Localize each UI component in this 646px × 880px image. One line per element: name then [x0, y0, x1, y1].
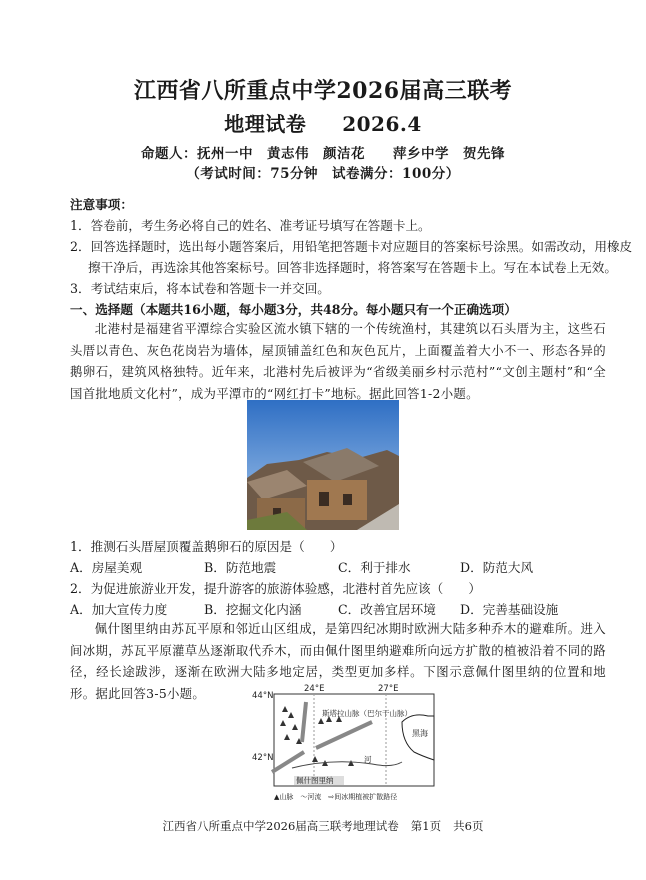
q2-option-a: A．加大宣传力度 [70, 602, 168, 617]
q1-option-a: A．房屋美观 [70, 560, 143, 575]
map-lat-44: 44°N [252, 691, 274, 701]
question-1: 1．推测石头厝屋顶覆盖鹅卵石的原因是（ ） [70, 539, 343, 554]
stara-planina-label: 斯塔拉山脉（巴尔干山脉） [322, 709, 412, 718]
passage-2: 佩什图里纳由苏瓦平原和邻近山区组成，是第四纪冰期时欧洲大陆多种乔木的避难所。进入间冰期，苏瓦平原灌草丛逐渐取代乔木，而由佩什图里纳避难所向远方扩散的植被沿着不同的路径，经长途跋涉，逐渐在欧洲大陆多地定居，类型更加多样。下图示意佩什图里纳的位置和地形。据此回答3-5小题。 [70, 621, 606, 701]
question-2: 2．为促进旅游业开发，提升游客的旅游体验感，北港村首先应该（ ） [70, 581, 482, 596]
q2-option-c: C．改善宜居环境 [338, 602, 436, 617]
notice-item-2a: 2．回答选择题时，选出每小题答案后，用铅笔把答题卡对应题目的答案标号涂黑。如需改动，用橡皮 [70, 239, 633, 254]
map-lat-42: 42°N [252, 753, 274, 763]
q1-option-b: B．防范地震 [204, 560, 277, 575]
footer-total: 共6页 [453, 819, 484, 833]
river-label: 河 [364, 755, 372, 764]
exam-subtitle [0, 108, 646, 137]
passage-1: 北港村是福建省平潭综合实验区流水镇下辖的一个传统渔村，其建筑以石头厝为主，这些石头厝以青色、灰色花岗岩为墙体，屋顶铺盖红色和灰色瓦片，上面覆盖着大小不一、形态各异的鹅卵石，建筑风格独特。近年来，北港村先后被评为“省级美丽乡村示范村”“文创主题村”和“全国首批地质文化村”，成为平潭市的“网红打卡”地标。据此回答1-2小题。 [70, 321, 606, 401]
authors-line: 命题人：抚州一中 黄志伟 颜洁花 萍乡中学 贺先锋 [141, 146, 505, 162]
subject-title: 地理试卷 [224, 112, 307, 136]
footer-page: 第1页 [410, 819, 442, 833]
notice-heading: 注意事项： [70, 197, 133, 212]
page-footer [0, 818, 646, 834]
peshturina-map [252, 682, 448, 806]
footer-title: 江西省八所重点中学2026届高三联考地理试卷 [162, 819, 399, 833]
stone-house-image [247, 400, 399, 530]
q2-option-d: D．完善基础设施 [460, 602, 559, 617]
notice-item-2b: 擦干净后，再选涂其他答案标号。回答非选择题时，将答案写在答题卡上。写在本试卷上无效。 [88, 260, 617, 275]
peshturina-label: 佩什图里纳 [296, 776, 334, 785]
exam-date: 2026.4 [342, 112, 422, 136]
map-lon-27: 27°E [378, 684, 399, 694]
stone-house-photo [247, 400, 399, 530]
exam-title: 江西省八所重点中学2026届高三联考 [133, 78, 513, 104]
q2-option-b: B．挖掘文化内涵 [204, 602, 302, 617]
map-lon-24: 24°E [304, 684, 325, 694]
exam-info-line: （考试时间：75分钟 试卷满分：100分） [186, 166, 460, 182]
black-sea-label: 黑海 [412, 729, 428, 738]
map-legend: ▲山脉 ～河流 ⇨间冰期植被扩散路径 [274, 793, 398, 801]
q1-option-d: D．防范大风 [460, 560, 534, 575]
notice-item-1: 1．答卷前，考生务必将自己的姓名、准考证号填写在答题卡上。 [70, 218, 431, 233]
notice-item-3: 3．考试结束后，将本试卷和答题卡一并交回。 [70, 281, 330, 296]
section-heading: 一、选择题（本题共16小题，每小题3分，共48分。每小题只有一个正确选项） [70, 302, 517, 317]
q1-option-c: C．利于排水 [338, 560, 411, 575]
